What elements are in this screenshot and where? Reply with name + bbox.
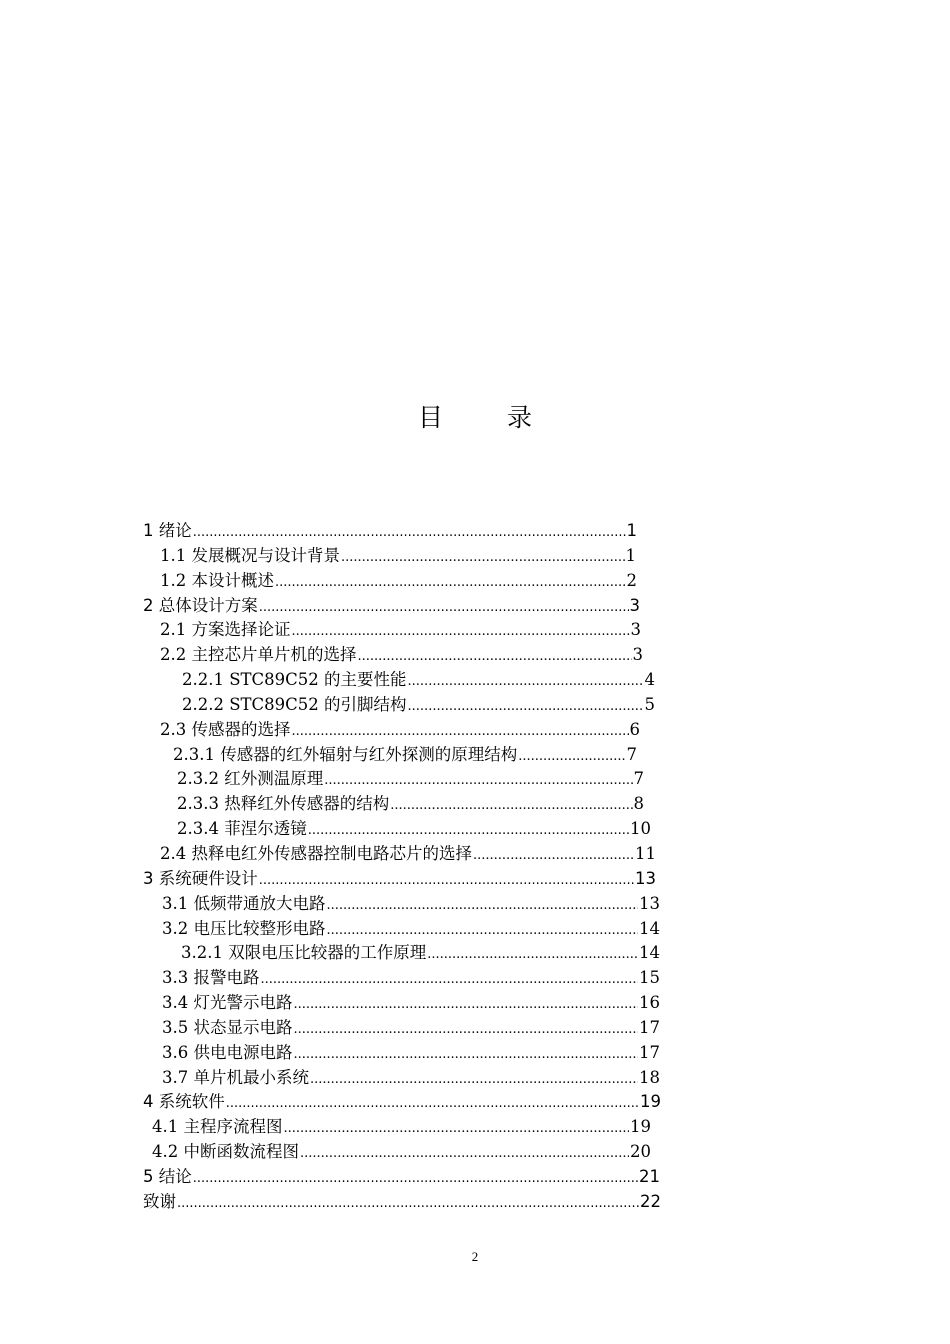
toc-dot-leader bbox=[177, 1192, 639, 1215]
toc-entry-page: 14 bbox=[639, 918, 660, 938]
toc-entry-title: 3.5 状态显示电路 bbox=[162, 1017, 293, 1037]
toc-entry[interactable] bbox=[152, 1140, 651, 1165]
toc-dot-leader bbox=[261, 968, 639, 991]
toc-entry-page: 13 bbox=[639, 893, 660, 913]
toc-entry-page: 5 bbox=[644, 694, 655, 714]
toc-entry[interactable] bbox=[143, 519, 637, 544]
toc-entry[interactable] bbox=[173, 743, 637, 768]
toc-entry[interactable] bbox=[162, 1016, 660, 1041]
toc-dot-leader bbox=[327, 894, 639, 917]
toc-entry-page: 1 bbox=[625, 545, 636, 565]
toc-entry-title: 2.3.2 红外测温原理 bbox=[177, 769, 324, 789]
toc-entry-title: 3 系统硬件设计 bbox=[143, 868, 258, 888]
toc-entry[interactable] bbox=[152, 1115, 651, 1140]
toc-dot-leader bbox=[292, 720, 629, 743]
toc-entry-title: 致谢 bbox=[143, 1191, 176, 1211]
toc-entry-title: 2.3.4 菲涅尔透镜 bbox=[177, 819, 307, 839]
toc-dot-leader bbox=[226, 1092, 639, 1115]
toc-entry[interactable] bbox=[177, 817, 651, 842]
toc-dot-leader bbox=[275, 571, 626, 594]
toc-dot-leader bbox=[259, 596, 629, 619]
toc-entry-page: 7 bbox=[633, 769, 644, 789]
toc-entry-title: 3.2.1 双限电压比较器的工作原理 bbox=[181, 943, 427, 963]
toc-entry-page: 21 bbox=[639, 1166, 660, 1186]
toc-entry[interactable] bbox=[182, 693, 655, 718]
toc-entry-page: 15 bbox=[639, 968, 660, 988]
toc-dot-leader bbox=[294, 993, 639, 1016]
toc-dot-leader bbox=[300, 1142, 629, 1165]
toc-entry-page: 19 bbox=[630, 1117, 651, 1137]
toc-entry-page: 17 bbox=[639, 1017, 660, 1037]
toc-entry[interactable] bbox=[162, 1041, 660, 1066]
toc-entry[interactable] bbox=[143, 1090, 661, 1115]
toc-entry[interactable] bbox=[181, 941, 660, 966]
toc-entry[interactable] bbox=[162, 966, 660, 991]
toc-entry-title: 3.4 灯光警示电路 bbox=[162, 993, 293, 1013]
toc-entry-page: 3 bbox=[630, 620, 641, 640]
toc-entry-page: 11 bbox=[635, 843, 656, 863]
toc-entry-title: 2.2.1 STC89C52 的主要性能 bbox=[182, 670, 407, 690]
toc-entry-title: 2.3 传感器的选择 bbox=[160, 719, 291, 739]
toc-entry-title: 4.2 中断函数流程图 bbox=[152, 1142, 299, 1162]
toc-entry[interactable] bbox=[143, 867, 656, 892]
toc-dot-leader bbox=[408, 670, 644, 693]
toc-entry-title: 3.6 供电电源电路 bbox=[162, 1042, 293, 1062]
toc-dot-leader bbox=[390, 794, 632, 817]
toc-entry-title: 2.2.2 STC89C52 的引脚结构 bbox=[182, 694, 407, 714]
toc-entry[interactable] bbox=[177, 792, 644, 817]
toc-dot-leader bbox=[294, 1018, 639, 1041]
toc-dot-leader bbox=[292, 620, 630, 643]
toc-entry-title: 2.3.1 传感器的红外辐射与红外探测的原理结构 bbox=[173, 744, 518, 764]
toc-entry[interactable] bbox=[160, 718, 640, 743]
toc-entry-title: 2.1 方案选择论证 bbox=[160, 620, 291, 640]
toc-entry-title: 3.7 单片机最小系统 bbox=[162, 1067, 309, 1087]
toc-entry-page: 19 bbox=[640, 1092, 661, 1112]
table-of-contents bbox=[0, 519, 950, 1215]
toc-entry[interactable] bbox=[143, 1165, 660, 1190]
toc-dot-leader bbox=[518, 745, 625, 768]
toc-entry-title: 5 结论 bbox=[143, 1166, 192, 1186]
toc-entry[interactable] bbox=[162, 917, 660, 942]
toc-entry-title: 1.2 本设计概述 bbox=[160, 570, 274, 590]
toc-entry-title: 3.2 电压比较整形电路 bbox=[162, 918, 326, 938]
toc-dot-leader bbox=[259, 869, 634, 892]
toc-entry-title: 4 系统软件 bbox=[143, 1092, 225, 1112]
toc-dot-leader bbox=[308, 819, 629, 842]
toc-entry-page: 17 bbox=[639, 1042, 660, 1062]
toc-entry-page: 13 bbox=[635, 868, 656, 888]
toc-entry[interactable] bbox=[162, 892, 660, 917]
toc-entry-page: 3 bbox=[632, 645, 643, 665]
toc-dot-leader bbox=[324, 769, 632, 792]
toc-entry-title: 4.1 主程序流程图 bbox=[152, 1117, 283, 1137]
toc-dot-leader bbox=[310, 1068, 638, 1091]
toc-entry-page: 16 bbox=[639, 993, 660, 1013]
toc-entry-page: 3 bbox=[629, 595, 640, 615]
toc-entry-title: 1 绪论 bbox=[143, 521, 192, 540]
page-number: 2 bbox=[471, 1249, 479, 1264]
toc-entry-title: 2 总体设计方案 bbox=[143, 595, 258, 615]
toc-entry[interactable] bbox=[160, 544, 636, 569]
toc-dot-leader bbox=[427, 943, 638, 966]
toc-entry[interactable] bbox=[160, 618, 641, 643]
toc-dot-leader bbox=[294, 1043, 639, 1066]
toc-entry[interactable] bbox=[162, 991, 660, 1016]
toc-entry-title: 3.1 低频带通放大电路 bbox=[162, 893, 326, 913]
toc-dot-leader bbox=[408, 695, 644, 718]
toc-dot-leader bbox=[473, 844, 634, 867]
toc-dot-leader bbox=[327, 919, 639, 942]
toc-entry-title: 1.1 发展概况与设计背景 bbox=[160, 545, 340, 565]
toc-entry[interactable] bbox=[177, 767, 644, 792]
toc-entry-page: 14 bbox=[639, 943, 660, 963]
toc-entry[interactable] bbox=[160, 569, 637, 594]
toc-entry-page: 4 bbox=[644, 670, 655, 690]
toc-dot-leader bbox=[358, 645, 632, 668]
toc-entry-page: 18 bbox=[639, 1067, 660, 1087]
toc-dot-leader bbox=[193, 1167, 638, 1190]
toc-dot-leader bbox=[284, 1117, 630, 1140]
toc-entry-page: 20 bbox=[630, 1142, 651, 1162]
toc-entry-title: 3.3 报警电路 bbox=[162, 968, 260, 988]
toc-entry-page: 1 bbox=[626, 521, 637, 540]
toc-title: 目 录 bbox=[418, 403, 560, 432]
toc-entry-page: 8 bbox=[633, 794, 644, 814]
toc-entry-page: 7 bbox=[626, 744, 637, 764]
toc-entry-page: 6 bbox=[629, 719, 640, 739]
toc-entry-title: 2.3.3 热释红外传感器的结构 bbox=[177, 794, 390, 814]
toc-entry[interactable] bbox=[143, 1190, 661, 1215]
toc-entry[interactable] bbox=[143, 594, 640, 619]
toc-entry[interactable] bbox=[160, 842, 656, 867]
toc-entry[interactable] bbox=[162, 1066, 660, 1091]
toc-entry-title: 2.4 热释电红外传感器控制电路芯片的选择 bbox=[160, 843, 472, 863]
toc-dot-leader bbox=[341, 546, 625, 569]
toc-dot-leader bbox=[193, 521, 626, 544]
toc-entry-page: 22 bbox=[640, 1191, 661, 1211]
toc-entry[interactable] bbox=[182, 668, 655, 693]
toc-entry-page: 10 bbox=[630, 819, 651, 839]
toc-entry[interactable] bbox=[160, 643, 643, 668]
toc-entry-page: 2 bbox=[626, 570, 637, 590]
toc-entry-title: 2.2 主控芯片单片机的选择 bbox=[160, 645, 357, 665]
